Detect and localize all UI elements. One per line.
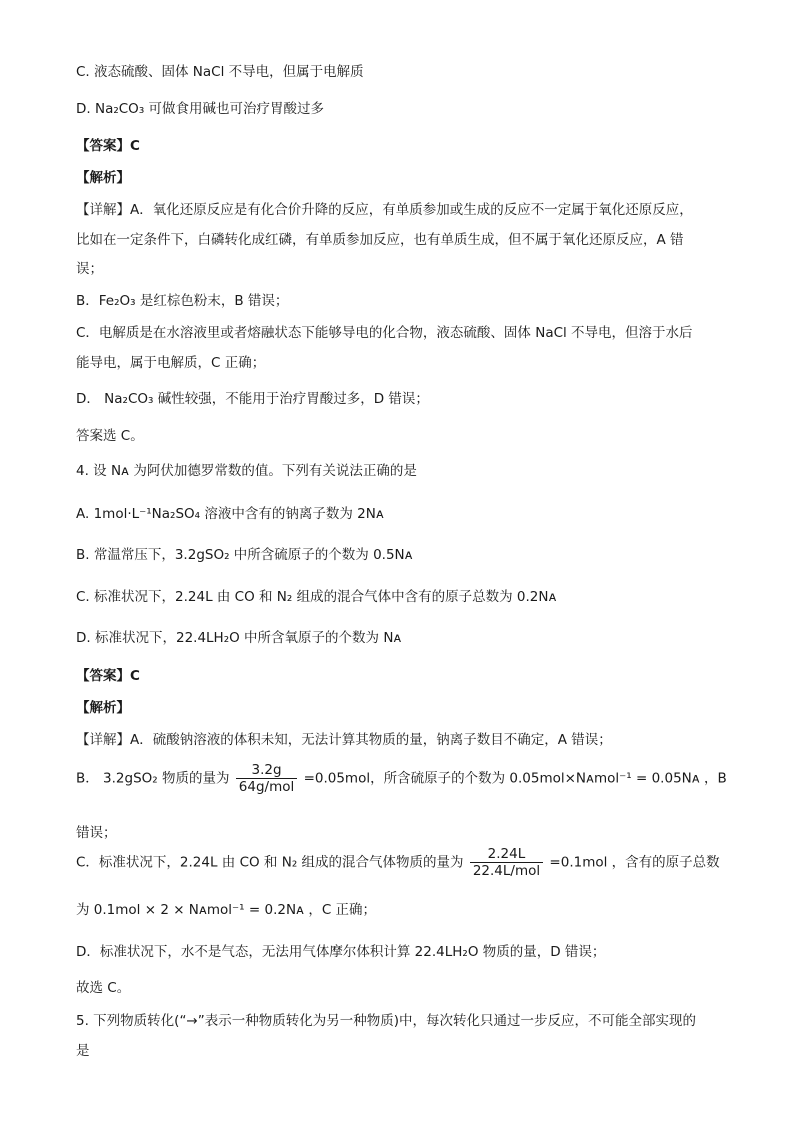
q4-conclusion: 故选 C。	[76, 980, 131, 996]
q4-analysis-heading: 【解析】	[76, 700, 130, 716]
q3-detail-line1: 【详解】A．氧化还原反应是有化合价升降的反应，有单质参加或生成的反应不一定属于氧化还原反应，	[76, 202, 693, 218]
q3-detail-c1: C．电解质是在水溶液里或者熔融状态下能够导电的化合物，液态硫酸、固体 NaCl 不导电，但溶于水后	[76, 325, 693, 341]
q4-fraction-c-denominator: 22.4L/mol	[472, 863, 541, 879]
q4-detail-c-post: =0.1mol ，含有的原子总数	[549, 854, 720, 871]
q4-fraction-c	[470, 846, 543, 879]
q4-detail-a: 【详解】A．硫酸钠溶液的体积未知，无法计算其物质的量，钠离子数目不确定，A 错误；	[76, 732, 612, 748]
q3-option-d: D. Na₂CO₃ 可做食用碱也可治疗胃酸过多	[76, 101, 325, 117]
q4-stem: 4. 设 Nᴀ 为阿伏加德罗常数的值。下列有关说法正确的是	[76, 463, 417, 479]
q4-detail-b-end: 错误；	[76, 825, 117, 841]
q4-detail-d: D．标准状况下，水不是气态，无法用气体摩尔体积计算 22.4LH₂O 物质的量，D 错误；	[76, 944, 606, 960]
q4-detail-b-post: =0.05mol，所含硫原子的个数为 0.05mol×Nᴀmol⁻¹ = 0.05Nᴀ ，B	[303, 770, 727, 787]
q4-fraction-b-numerator: 3.2g	[236, 762, 297, 779]
q3-detail-line3: 误；	[76, 261, 103, 277]
q4-detail-c-end: 为 0.1mol × 2 × Nᴀmol⁻¹ = 0.2Nᴀ ，C 正确；	[76, 902, 377, 918]
q4-detail-c-pre: C．标准状况下，2.24L 由 CO 和 N₂ 组成的混合气体物质的量为	[76, 854, 464, 871]
q5-stem-line1: 5. 下列物质转化(“→”表示一种物质转化为另一种物质)中，每次转化只通过一步反应，不可能全部实现的	[76, 1013, 697, 1029]
q4-detail-b	[76, 762, 727, 795]
q4-fraction-b	[236, 762, 297, 795]
q3-detail-c2: 能导电，属于电解质，C 正确；	[76, 355, 266, 371]
q4-detail-b-pre: B． 3.2gSO₂ 物质的量为	[76, 770, 230, 787]
q3-detail-line2: 比如在一定条件下，白磷转化成红磷，有单质参加反应，也有单质生成，但不属于氧化还原反应，A 错	[76, 232, 684, 248]
q4-fraction-b-denominator: 64g/mol	[238, 779, 295, 795]
q3-option-c: C. 液态硫酸、固体 NaCl 不导电，但属于电解质	[76, 64, 364, 80]
q3-conclusion: 答案选 C。	[76, 428, 144, 444]
q4-answer: 【答案】C	[76, 668, 140, 684]
q5-stem-line2: 是	[76, 1043, 90, 1059]
q4-fraction-c-numerator: 2.24L	[470, 846, 543, 863]
q4-option-c: C. 标准状况下，2.24L 由 CO 和 N₂ 组成的混合气体中含有的原子总数为 0.2Nᴀ	[76, 589, 557, 605]
q4-option-d: D. 标准状况下，22.4LH₂O 中所含氧原子的个数为 Nᴀ	[76, 630, 402, 646]
q4-detail-c	[76, 846, 720, 879]
q3-detail-b: B．Fe₂O₃ 是红棕色粉末，B 错误；	[76, 293, 289, 309]
q3-answer: 【答案】C	[76, 138, 140, 154]
q4-option-a: A. 1mol·L⁻¹Na₂SO₄ 溶液中含有的钠离子数为 2Nᴀ	[76, 506, 384, 522]
q3-detail-d: D． Na₂CO₃ 碱性较强，不能用于治疗胃酸过多，D 错误；	[76, 391, 429, 407]
q4-option-b: B. 常温常压下，3.2gSO₂ 中所含硫原子的个数为 0.5Nᴀ	[76, 547, 413, 563]
q3-analysis-heading: 【解析】	[76, 170, 130, 186]
